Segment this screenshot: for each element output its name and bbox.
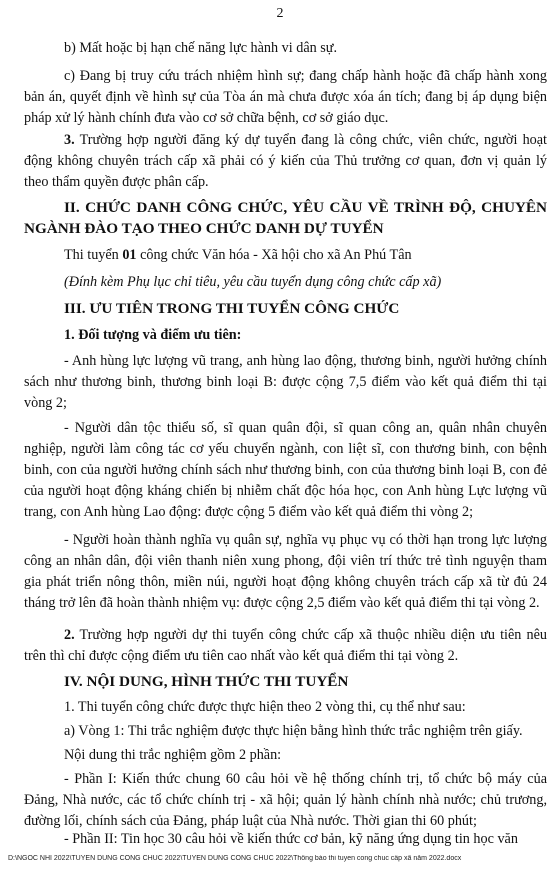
paragraph-3-number: 3. [64,132,75,148]
thi-tuyen-prefix: Thi tuyển [64,247,123,263]
paragraph-2-text: Trường hợp người dự thi tuyển công chức cấp xã thuộc nhiều diện ưu tiên nêu trên thì chỉ được cộng điểm ưu tiên cao nhất vào kết quả điểm thi tại vòng 2. [24,627,547,664]
paragraph-phan-2: - Phần II: Tin học 30 câu hỏi về kiến thức cơ bản, kỹ năng ứng dụng tin học văn [64,831,518,847]
thi-tuyen-suffix: công chức Văn hóa - Xã hội cho xã An Phú Tân [136,247,412,263]
paragraph-noi-dung: Nội dung thi trắc nghiệm gồm 2 phần: [64,747,282,763]
paragraph-nghia-vu: - Người hoàn thành nghĩa vụ quân sự, nghĩa vụ phục vụ có thời hạn trong lực lượng công an nhân dân, đội viên thanh niên xung phong, đội viên trí thức trẻ tình nguyện tham gia phát triển nông thôn, miền núi, người hoạt động không chuyên trách cấp xã từ đủ 24 tháng trở lên đã hoàn thành nhiệm vụ: được cộng 2,5 điểm vào kết quả điểm thi tại vòng 2. [24,532,547,611]
thi-tuyen-count: 01 [122,247,137,263]
file-path-footer: D:\NGOC NHI 2022\TUYEN DUNG CONG CHUC 2022\TUYEN DUNG CONG CHUC 2022\Thông báo thi tuyen cong chuc cấp xã năm 2022.docx [8,855,462,862]
paragraph-2 [24,625,547,667]
section-heading-iii: III. ƯU TIÊN TRONG THI TUYỂN CÔNG CHỨC [64,300,400,317]
paragraph-phan-1: - Phần I: Kiến thức chung 60 câu hỏi về hệ thống chính trị, tổ chức bộ máy của Đảng, Nhà nước, các tổ chức chính trị - xã hội; quản lý hành chính nhà nước; chủ trương, đường lối, chính sách của Đảng, pháp luật của Nhà nước. Thời gian thi 60 phút; [24,771,547,829]
paragraph-3-text: Trường hợp người đăng ký dự tuyển đang là công chức, viên chức, người hoạt động không chuyên trách cấp xã phải có ý kiến của Thủ trưởng cơ quan, đơn vị quản lý theo thẩm quyền được phân cấp. [24,132,547,190]
paragraph-vong-1: a) Vòng 1: Thi trắc nghiệm được thực hiện bằng hình thức trắc nghiệm trên giấy. [64,723,523,739]
section-heading-ii: II. CHỨC DANH CÔNG CHỨC, YÊU CẦU VỀ TRÌNH ĐỘ, CHUYÊN NGÀNH ĐÀO TẠO THEO CHỨC DANH DỰ TUYỂN [24,199,547,237]
paragraph-dinh-kem: (Đính kèm Phụ lục chỉ tiêu, yêu cầu tuyển dụng công chức cấp xã) [64,274,442,290]
paragraph-2-number: 2. [64,627,75,643]
paragraph-b: b) Mất hoặc bị hạn chế năng lực hành vi dân sự. [64,40,338,56]
paragraph-doi-tuong: 1. Đối tượng và điểm ưu tiên: [64,327,242,343]
page-number: 2 [276,6,284,21]
paragraph-thi-tuyen [24,245,547,266]
paragraph-vong-thi: 1. Thi tuyển công chức được thực hiện theo 2 vòng thi, cụ thể như sau: [64,699,466,715]
section-heading-iv: IV. NỘI DUNG, HÌNH THỨC THI TUYỂN [64,673,349,690]
paragraph-anh-hung: - Anh hùng lực lượng vũ trang, anh hùng lao động, thương binh, người hưởng chính sách như thương binh, thương binh loại B: được cộng 7,5 điểm vào kết quả điểm thi tại vòng 2; [24,353,547,411]
paragraph-c: c) Đang bị truy cứu trách nhiệm hình sự; đang chấp hành hoặc đã chấp hành xong bản án, quyết định về hình sự của Tòa án mà chưa được xóa án tích; đang bị áp dụng biện pháp xử lý hành chính đưa vào cơ sở chữa bệnh, cơ sở giáo dục. [24,68,547,126]
paragraph-3 [24,130,547,193]
paragraph-dan-toc: - Người dân tộc thiểu số, sĩ quan quân đội, sĩ quan công an, quân nhân chuyên nghiệp, người làm công tác cơ yếu chuyển ngành, con liệt sĩ, con thương binh, con bệnh binh, con của người hưởng chính sách như thương binh, con của thương binh loại B, con đẻ của người hoạt động kháng chiến bị nhiễm chất độc hóa học, con Anh hùng Lực lượng vũ trang, con Anh hùng Lao động: được cộng 5 điểm vào kết quả điểm thi vòng 2; [24,420,547,520]
